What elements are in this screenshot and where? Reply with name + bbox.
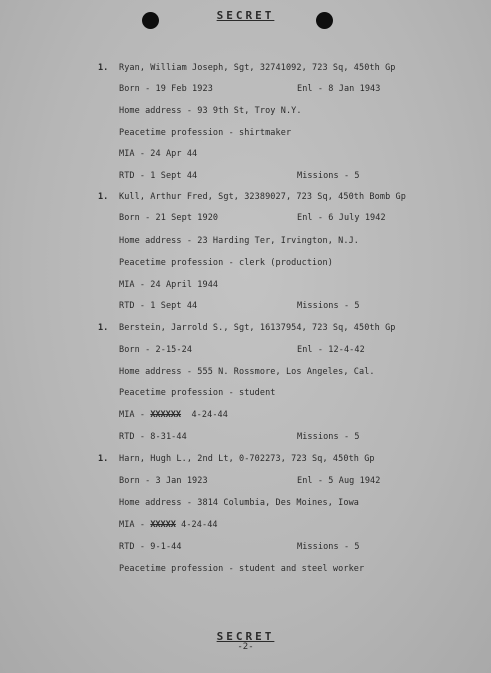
entry-3-mia-label: MIA -: [119, 410, 146, 420]
entry-4-home: Home address - 3814 Columbia, Des Moines, Iowa: [119, 498, 360, 508]
entry-2-number: 1.: [98, 192, 109, 202]
entry-4-name: Harn, Hugh L., 2nd Lt, 0-702273, 723 Sq, 450th Gp: [119, 454, 375, 464]
entry-1-rtd: RTD - 1 Sept 44: [119, 171, 198, 181]
entry-4-rtd: RTD - 9-1-44: [119, 542, 182, 552]
entry-3-number: 1.: [98, 323, 109, 333]
entry-3-enl: Enl - 12-4-42: [297, 345, 365, 355]
entry-3-mia-struck: XXXXXX: [150, 410, 182, 420]
entry-3-born: Born - 2-15-24: [119, 345, 193, 355]
entry-2-name: Kull, Arthur Fred, Sgt, 32389027, 723 Sq, 450th Bomb Gp: [119, 192, 406, 202]
header-classification: SECRET: [216, 9, 275, 22]
entry-2-missions: Missions - 5: [297, 301, 360, 311]
entry-4-number: 1.: [98, 454, 109, 464]
entry-1-mia: MIA - 24 Apr 44: [119, 149, 198, 159]
entry-4-born: Born - 3 Jan 1923: [119, 476, 208, 486]
entry-1-born: Born - 19 Feb 1923: [119, 84, 213, 94]
entry-4-profession: Peacetime profession - student and steel worker: [119, 564, 365, 574]
entry-1-home: Home address - 93 9th St, Troy N.Y.: [119, 106, 302, 116]
entry-4-enl: Enl - 5 Aug 1942: [297, 476, 381, 486]
footer-classification: SECRET: [216, 630, 275, 643]
entry-3-profession: Peacetime profession - student: [119, 388, 276, 398]
entry-2-born: Born - 21 Sept 1920: [119, 213, 219, 223]
entry-2-enl: Enl - 6 July 1942: [297, 213, 386, 223]
entry-2-rtd: RTD - 1 Sept 44: [119, 301, 198, 311]
entry-3-missions: Missions - 5: [297, 432, 360, 442]
entry-4-mia: [119, 520, 218, 530]
entry-2-home: Home address - 23 Harding Ter, Irvington, N.J.: [119, 236, 360, 246]
entry-3-mia: [119, 410, 228, 420]
entry-1-enl: Enl - 8 Jan 1943: [297, 84, 381, 94]
entry-1-profession: Peacetime profession - shirtmaker: [119, 128, 292, 138]
entry-3-name: Berstein, Jarrold S., Sgt, 16137954, 723 Sq, 450th Gp: [119, 323, 396, 333]
entry-1-missions: Missions - 5: [297, 171, 360, 181]
entry-4-mia-struck: XXXXX: [150, 520, 176, 530]
entry-1-name: Ryan, William Joseph, Sgt, 32741092, 723 Sq, 450th Gp: [119, 63, 396, 73]
entry-2-mia: MIA - 24 April 1944: [119, 280, 219, 290]
entry-3-mia-date: 4-24-44: [191, 410, 228, 420]
entry-4-mia-label: MIA -: [119, 520, 146, 530]
entry-1-number: 1.: [98, 63, 109, 73]
page-number: -2-: [237, 642, 254, 652]
entry-3-rtd: RTD - 8-31-44: [119, 432, 187, 442]
entry-2-profession: Peacetime profession - clerk (production): [119, 258, 333, 268]
entry-4-missions: Missions - 5: [297, 542, 360, 552]
entry-4-mia-date: 4-24-44: [181, 520, 218, 530]
entry-3-home: Home address - 555 N. Rossmore, Los Angeles, Cal.: [119, 367, 375, 377]
